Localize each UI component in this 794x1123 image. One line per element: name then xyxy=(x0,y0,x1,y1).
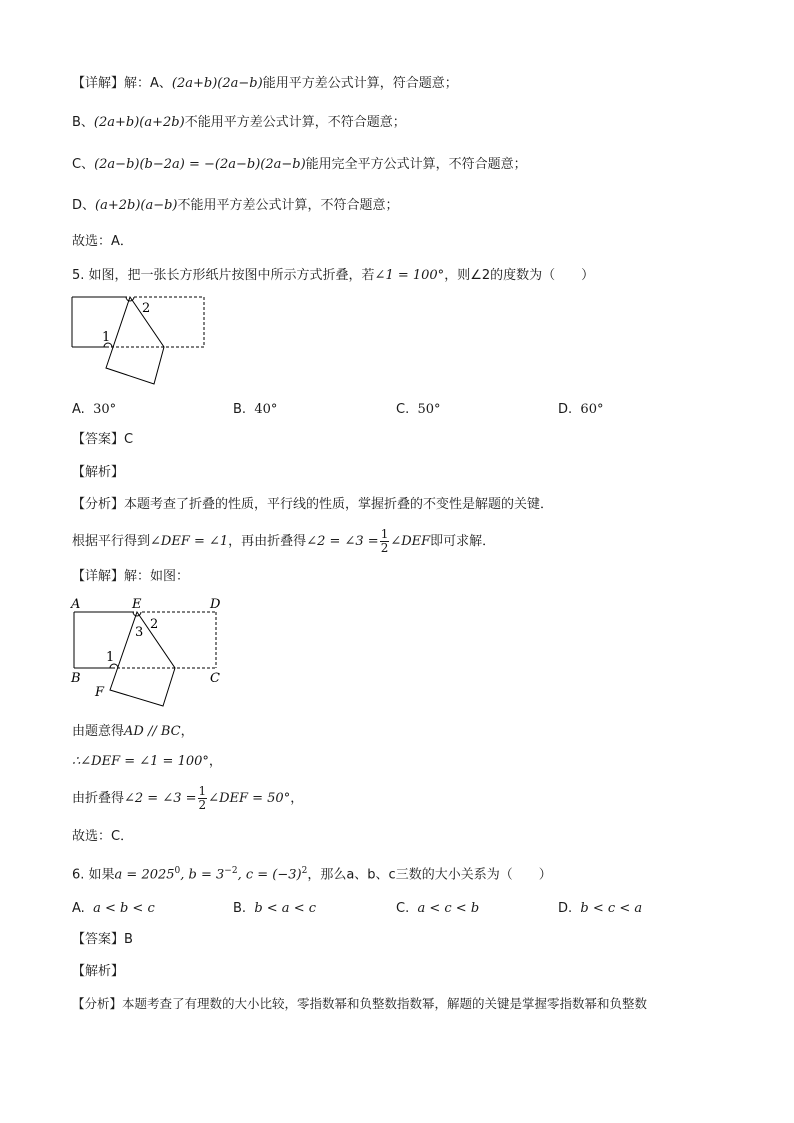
q5-detail: 【详解】解：如图： xyxy=(72,569,190,584)
q6-answer: 【答案】B xyxy=(72,932,133,947)
math-given: ∠1 = 100° xyxy=(374,268,445,283)
q5-stem xyxy=(72,266,594,286)
math: , b = 3 xyxy=(180,867,225,883)
frac-den: 2 xyxy=(198,798,207,812)
text: 不能用平方差公式计算，不符合题意； xyxy=(184,115,406,130)
detail-tag: 【详解】 xyxy=(72,76,125,91)
math: AD // BC xyxy=(124,724,181,739)
q4-detail-a xyxy=(72,74,458,94)
text: C、 xyxy=(72,157,95,172)
q4-detail-b xyxy=(72,113,406,133)
option-letter: A. xyxy=(72,901,85,916)
text: 能用完全平方公式计算，不符合题意； xyxy=(305,157,527,172)
q5-hint xyxy=(72,527,495,557)
math-expr: (a+2b)(a−b) xyxy=(95,198,178,213)
text: 即可求解． xyxy=(430,534,496,549)
point-f-label: F xyxy=(95,685,105,700)
math: ∠2 = ∠3 = xyxy=(124,791,197,806)
q6-stem xyxy=(72,861,552,885)
text: 由折叠得 xyxy=(72,791,125,806)
option-letter: D. xyxy=(558,901,573,916)
text: D、 xyxy=(72,198,96,213)
option-value: b < a < c xyxy=(254,901,316,916)
math-expr: (2a+b)(a+2b) xyxy=(93,115,185,130)
q6-analysis-tag: 【解析】 xyxy=(72,964,125,979)
fold-figure xyxy=(68,292,208,392)
option-letter: C. xyxy=(396,402,410,417)
text: 6. 如果 xyxy=(72,867,115,883)
point-e-label: E xyxy=(132,597,142,612)
q5-option-d[interactable] xyxy=(558,400,603,420)
text: ， xyxy=(290,791,304,806)
text: 解：A、 xyxy=(124,76,172,91)
q5-step3 xyxy=(72,784,303,814)
option-value: a < c < b xyxy=(417,901,480,916)
q6-option-d[interactable] xyxy=(558,899,642,919)
option-value: b < c < a xyxy=(580,901,643,916)
point-a-label: A xyxy=(71,597,81,612)
text: 由题意得 xyxy=(72,724,125,739)
text: ，再由折叠得 xyxy=(228,534,307,549)
q5-analysis-tag: 【解析】 xyxy=(72,465,125,480)
math-expr: (2a−b)(b−2a) = −(2a−b)(2a−b) xyxy=(94,157,306,172)
option-letter: B. xyxy=(233,901,247,916)
math: a = 2025 xyxy=(114,867,175,883)
label-3: 3 xyxy=(135,625,144,640)
text: ， xyxy=(180,724,194,739)
superscript: 0 xyxy=(174,866,181,876)
option-value: 30° xyxy=(93,402,117,417)
q6-option-c[interactable] xyxy=(396,899,479,919)
q5-step2 xyxy=(72,752,222,772)
option-letter: C. xyxy=(396,901,410,916)
option-letter: A. xyxy=(72,402,85,417)
option-value: a < b < c xyxy=(93,901,155,916)
label-2: 2 xyxy=(150,617,159,632)
text: ，那么a、b、c三数的大小关系为（ ） xyxy=(307,867,552,883)
q6-analysis: 【分析】本题考查了有理数的大小比较，零指数幂和负整数指数幂，解题的关键是掌握零指数幂和负整数 xyxy=(72,996,648,1011)
option-value: 50° xyxy=(417,402,441,417)
text: ，则∠2的度数为（ ） xyxy=(444,268,595,283)
point-d-label: D xyxy=(210,597,221,612)
q5-step1 xyxy=(72,722,194,742)
text: 根据平行得到 xyxy=(72,534,151,549)
option-letter: D. xyxy=(558,402,573,417)
math: ∠DEF = 50° xyxy=(208,791,291,806)
label-1: 1 xyxy=(106,650,115,665)
folded-flap xyxy=(106,297,164,384)
fraction-half xyxy=(198,785,208,812)
q5-choice: 故选：C． xyxy=(72,829,134,844)
frac-num: 1 xyxy=(380,527,389,541)
q5-answer: 【答案】C xyxy=(72,432,134,447)
text: 5. 如图，把一张长方形纸片按图中所示方式折叠，若 xyxy=(72,268,375,283)
q4-detail-c xyxy=(72,155,527,175)
math: ∠DEF = ∠1 xyxy=(150,534,229,549)
text: B、 xyxy=(72,115,94,130)
labeled-fold-figure xyxy=(68,594,228,712)
superscript: 2 xyxy=(301,866,308,876)
q5-option-a[interactable] xyxy=(72,400,116,420)
math: ∴∠DEF = ∠1 = 100° xyxy=(72,754,209,769)
text: ， xyxy=(208,754,222,769)
q6-option-b[interactable] xyxy=(233,899,316,919)
point-c-label: C xyxy=(210,671,220,686)
option-letter: B. xyxy=(233,402,247,417)
math: , c = (−3) xyxy=(237,867,302,883)
q6-option-a[interactable] xyxy=(72,899,155,919)
q5-option-b[interactable] xyxy=(233,400,277,420)
frac-num: 1 xyxy=(198,784,207,798)
label-2: 2 xyxy=(142,301,151,316)
q4-choice: 故选：A． xyxy=(72,234,133,249)
label-1: 1 xyxy=(102,330,111,345)
math: ∠DEF xyxy=(390,534,431,549)
text: 能用平方差公式计算，符合题意； xyxy=(262,76,458,91)
option-value: 60° xyxy=(580,402,604,417)
point-b-label: B xyxy=(71,671,81,686)
fraction-half xyxy=(380,528,390,555)
q5-option-c[interactable] xyxy=(396,400,441,420)
option-value: 40° xyxy=(254,402,278,417)
q4-detail-d xyxy=(72,196,399,216)
math-expr: (2a+b)(2a−b) xyxy=(171,76,263,91)
math: ∠2 = ∠3 = xyxy=(306,534,379,549)
text: 不能用平方差公式计算，不符合题意； xyxy=(177,198,399,213)
frac-den: 2 xyxy=(380,541,389,555)
superscript: −2 xyxy=(224,866,238,876)
q5-analysis: 【分析】本题考查了折叠的性质，平行线的性质，掌握折叠的不变性是解题的关键． xyxy=(72,497,554,512)
